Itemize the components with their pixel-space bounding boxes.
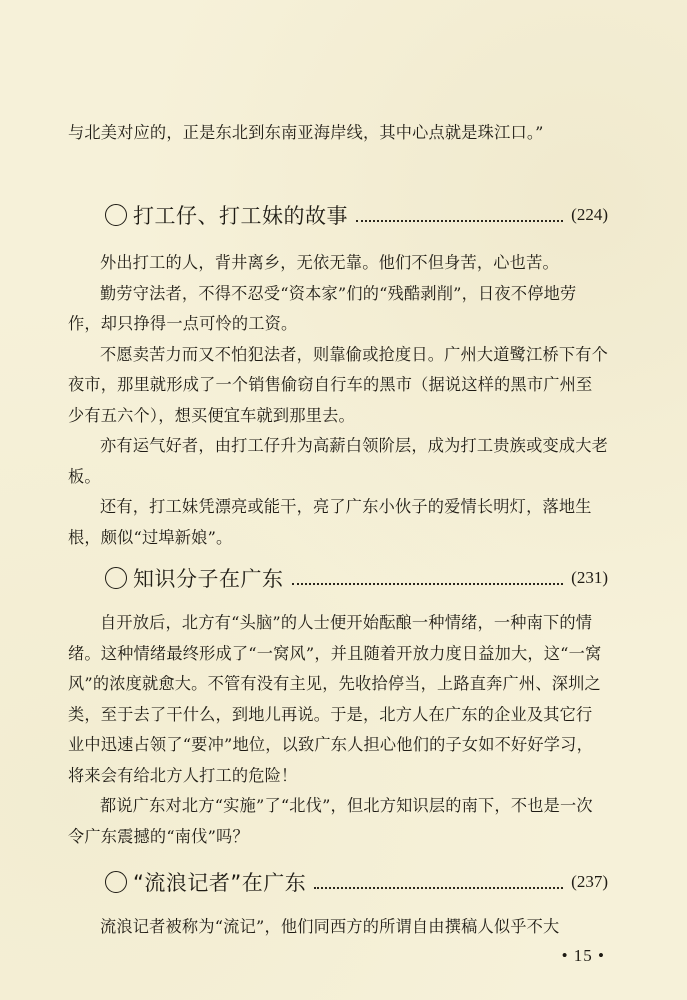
paragraph: 流浪记者被称为“流记”，他们同西方的所谓自由撰稿人似乎不大: [100, 917, 560, 936]
paragraph: 外出打工的人，背井离乡，无依无靠。他们不但身苦，心也苦。: [100, 253, 559, 272]
section-body-1: [68, 248, 608, 553]
section-heading-2: [105, 558, 608, 598]
circle-bullet-icon: [105, 204, 127, 226]
section-page-number-3: (237): [571, 872, 608, 891]
paragraph: 自开放后，北方有“头脑”的人士便开始酝酿一种情绪，一种南下的情绪。这种情绪最终形成了“一窝风”，并且随着开放力度日益加大，这“一窝风”的浓度就愈大。不管有没有主见，先收拾停当，上路直奔广州、深圳之类，至于去了干什么，到地儿再说。于是，北方人在广东的企业及其它行业中迅速占领了“要冲”地位，以致广东人担心他们的子女如不好好学习，将来会有给北方人打工的危险！: [68, 613, 602, 785]
paragraph: 勤劳守法者，不得不忍受“资本家”们的“残酷剥削”，日夜不停地劳作，却只挣得一点可怜的工资。: [68, 283, 577, 333]
section-title-3: “流浪记者”在广东: [133, 871, 307, 895]
section-page-number-2: (231): [571, 568, 608, 587]
dot-leader: [356, 220, 563, 222]
circle-bullet-icon: [105, 871, 127, 893]
paragraph: 还有，打工妹凭漂亮或能干，亮了广东小伙子的爱情长明灯，落地生根，颇似“过埠新娘”。: [68, 497, 592, 547]
section-heading-3: [105, 862, 608, 902]
paragraph: 不愿卖苦力而又不怕犯法者，则靠偷或抢度日。广州大道鹭江桥下有个夜市，那里就形成了一个销售偷窃自行车的黑市（据说这样的黑市广州至少有五六个），想买便宜车就到那里去。: [68, 344, 609, 425]
dot-leader: [314, 887, 563, 889]
section-body-3: [68, 912, 608, 943]
section-heading-1: [105, 195, 608, 235]
section-page-number-1: (224): [571, 205, 608, 224]
dot-leader: [292, 583, 564, 585]
circle-bullet-icon: [105, 567, 127, 589]
section-title-2: 知识分子在广东: [133, 567, 284, 591]
paragraph: 亦有运气好者，由打工仔升为高薪白领阶层，成为打工贵族或变成大老板。: [68, 436, 609, 486]
section-title-1: 打工仔、打工妹的故事: [133, 204, 348, 228]
page-number: • 15 •: [561, 946, 605, 965]
top-paragraph: 与北美对应的，正是东北到东南亚海岸线，其中心点就是珠江口。”: [68, 123, 544, 142]
paragraph: 都说广东对北方“实施”了“北伐”，但北方知识层的南下，不也是一次令广东震撼的“南伐”吗？: [68, 796, 593, 846]
section-body-2: [68, 608, 608, 852]
